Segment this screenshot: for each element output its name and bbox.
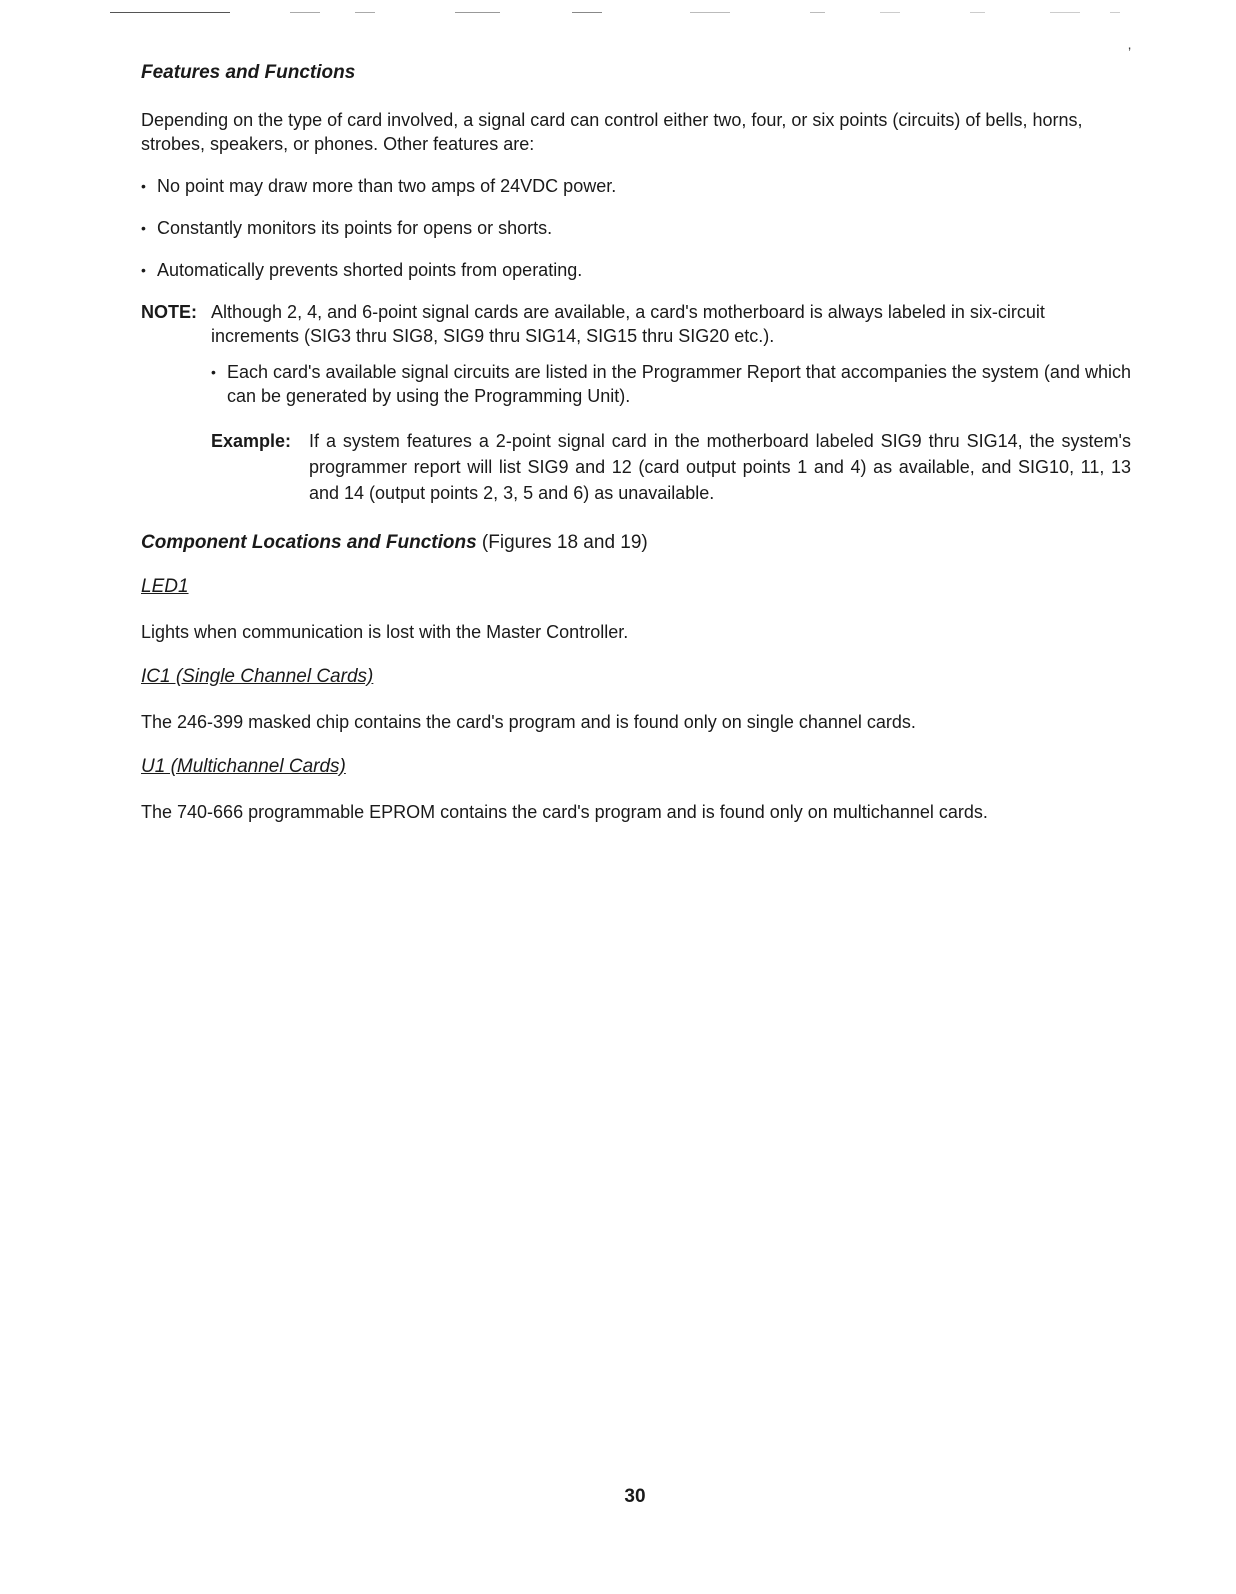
- scan-artifact-line: [970, 12, 985, 13]
- scan-artifact-line: [455, 12, 500, 13]
- list-item: • Each card's available signal circuits are listed in the Programmer Report that accompanies the system (and which can be generated by using the Programming Unit).: [211, 360, 1131, 408]
- components-heading-ref: (Figures 18 and 19): [476, 532, 648, 553]
- scan-artifact-line: [690, 12, 730, 13]
- note-label: NOTE:: [141, 302, 197, 322]
- scan-artifact-line: [1110, 12, 1120, 13]
- note-block: [141, 300, 1131, 348]
- scan-artifact-line: [1050, 12, 1080, 13]
- example-label: Example:: [211, 431, 292, 451]
- scan-artifact-line: [110, 12, 230, 13]
- list-item: • Automatically prevents shorted points from operating.: [141, 258, 1131, 282]
- note-text: Although 2, 4, and 6-point signal cards are available, a card's motherboard is always labeled in six-circuit increments (SIG3 thru SIG8, SIG9 thru SIG14, SIG15 thru SIG20 etc.).: [211, 302, 1045, 346]
- scan-artifact-line: [290, 12, 320, 13]
- component-text-led1: Lights when communication is lost with the Master Controller.: [141, 622, 629, 642]
- components-heading-title: Component Locations and Functions: [141, 532, 477, 553]
- example-text: If a system features a 2-point signal card in the motherboard labeled SIG9 thru SIG14, the system's programmer report will list SIG9 and 12 (card output points 1 and 4) as available, and SIG10, 11, 13 and 14 (output points 2, 3, 5 and 6) as unavailable.: [309, 431, 1131, 503]
- features-intro: Depending on the type of card involved, a signal card can control either two, four, or six points (circuits) of bells, horns, strobes, speakers, or phones. Other features are:: [141, 110, 1083, 154]
- note-sub-list: [211, 360, 1131, 408]
- component-title-u1: U1 (Multichannel Cards): [141, 756, 346, 777]
- scan-artifact-line: [572, 12, 602, 13]
- scan-artifact-line: [880, 12, 900, 13]
- example-block: [211, 428, 1131, 506]
- scan-artifact-line: [355, 12, 375, 13]
- list-item: • Constantly monitors its points for opens or shorts.: [141, 216, 1131, 240]
- scan-artifact-line: [810, 12, 825, 13]
- component-text-ic1: The 246-399 masked chip contains the card's program and is found only on single channel cards.: [141, 712, 916, 732]
- features-list: [141, 174, 1131, 282]
- component-title-led1: LED1: [141, 576, 189, 597]
- page-number: 30: [624, 1486, 646, 1507]
- components-heading: [141, 532, 1131, 554]
- scan-artifact-mark: ’: [1128, 44, 1132, 60]
- component-text-u1: The 740-666 programmable EPROM contains the card's program and is found only on multichannel cards.: [141, 802, 988, 822]
- features-heading: Features and Functions: [141, 62, 356, 83]
- list-item: • No point may draw more than two amps of 24VDC power.: [141, 174, 1131, 198]
- page-content: [141, 62, 1131, 842]
- component-title-ic1: IC1 (Single Channel Cards): [141, 666, 374, 687]
